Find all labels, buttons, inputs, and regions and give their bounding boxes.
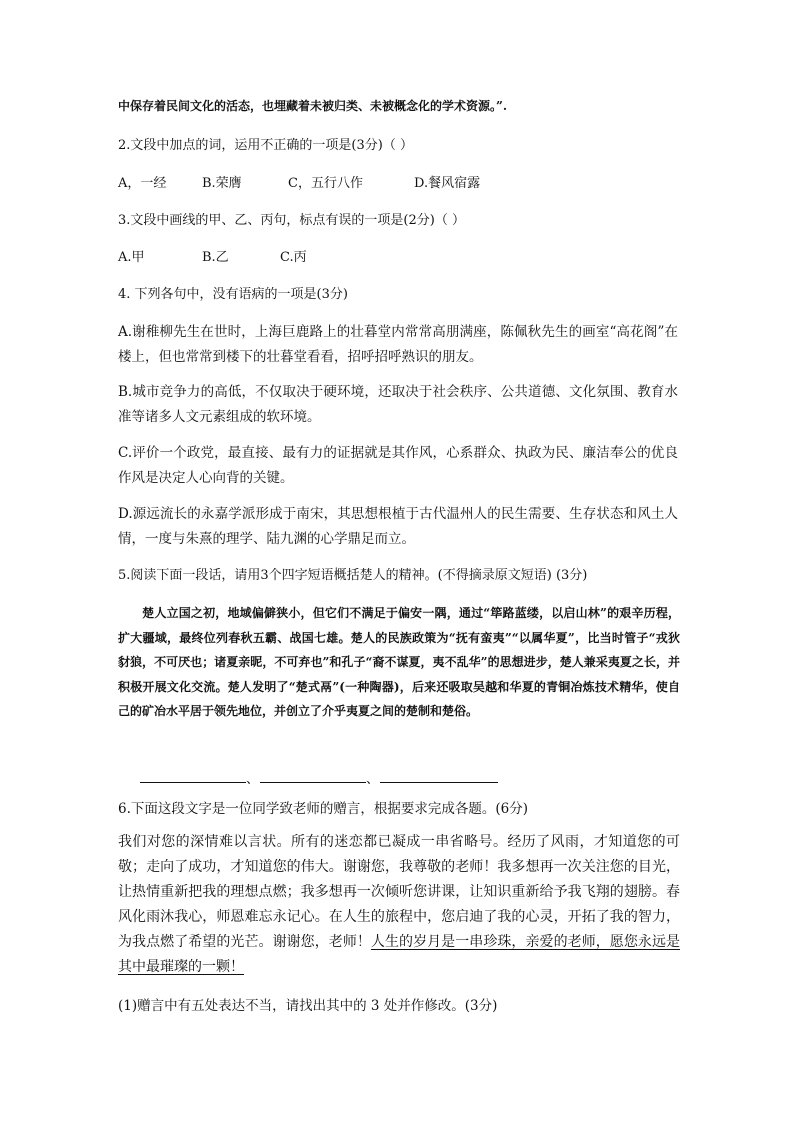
blank-separator-2: 、 (366, 772, 380, 787)
q3-option-c: C.丙 (280, 250, 307, 265)
q3-stem: 3.文段中画线的甲、乙、丙句，标点有误的一项是(2分)（ ） (118, 213, 465, 228)
q2-option-d: D.餐风宿露 (414, 176, 481, 191)
q4-option-d: D.源远流长的永嘉学派形成于南宋，其思想根植于古代温州人的民生需要、生存状态和风土人情，一度与朱熹的理学、陆九渊的心学鼎足而立。 (118, 506, 678, 547)
q4-option-a: A.谢稚柳先生在世时，上海巨鹿路上的壮暮堂内常常高朋满座，陈佩秋先生的画室“高花阁”在楼上，但也常常到楼下的壮暮堂看看，招呼招呼熟识的朋友。 (118, 324, 678, 365)
q5-passage-text: 楚人立国之初，地域偏僻狭小，但它们不满足于偏安一隅，通过“筚路蓝缕，以启山林”的艰辛历程，扩大疆域，最终位列春秋五霸、战国七雄。楚人的民族政策为“抚有蛮夷”“以属华夏”，比当时管子“戎狄豺狼，不可厌也；诸夏亲昵，不可弃也”和孔子“裔不谋夏，夷不乱华”的思想进步，楚人兼采夷夏之长，并积极开展文化交流。楚人发明了“楚式鬲”(一种陶器)，后来还吸取吴越和华夏的青铜冶炼技术精华，使自己的矿冶水平居于领先地位，并创立了介乎夷夏之间的楚制和楚俗。 (118, 606, 680, 718)
gift-main-text: 我们对您的深情难以言状。所有的迷恋都已凝成一串省略号。经历了风雨，才知道您的可敬；走向了成功，才知道您的伟大。谢谢您，我尊敬的老师！我多想再一次关注您的目光，让热情重新把我的理想点燃；我多想再一次倾听您讲课，让知识重新给予我飞翔的翅膀。春风化雨沐我心，师恩难忘永记心。在人生的旅程中，您启迪了我的心灵，开拓了我的智力，为我点燃了希望的光芒。谢谢您，老师！ (118, 834, 680, 950)
q6-sub1: (1)赠言中有五处表达不当，请找出其中的 3 处并作修改。(3分) (118, 998, 498, 1014)
q3-option-b: B.乙 (202, 250, 229, 265)
q5-passage (118, 601, 680, 724)
q2-option-c: C，五行八作 (288, 176, 363, 191)
blank-separator-1: 、 (246, 772, 260, 787)
answer-blank-1[interactable] (140, 782, 246, 783)
q3-options (118, 249, 307, 267)
q2-options (118, 175, 480, 193)
answer-blank-2[interactable] (260, 782, 366, 783)
q2-option-a: A，一经 (118, 176, 167, 191)
q4-option-b: B.城市竞争力的高低，不仅取决于硬环境，还取决于社会秩序、公共道德、文化氛围、教育水准等诸多人文元素组成的软环境。 (118, 384, 678, 425)
answer-blank-3[interactable] (380, 782, 498, 783)
q6-stem: 6.下面这段文字是一位同学致老师的赠言，根据要求完成各题。(6分) (118, 801, 529, 817)
q2-option-b: B.荣膺 (202, 176, 242, 191)
q5-stem: 5.阅读下面一段话，请用3个四字短语概括楚人的精神。(不得摘录原文短语) (3分) (118, 568, 588, 583)
answer-blanks (140, 768, 640, 788)
gift-underlined-sentence: 人生的岁月是一串珍珠，亲爱的老师，愿您永远是其中最璀璨的一颗！ (118, 934, 680, 975)
q4-stem: 4. 下列各句中，没有语病的一项是(3分) (118, 287, 348, 302)
q2-stem: 2.文段中加点的词，运用不正确的一项是(3分)（ ） (118, 138, 413, 153)
q3-option-a: A.甲 (118, 250, 145, 265)
q6-gift-paragraph (118, 830, 680, 980)
intro-line: 中保存着民间文化的活态，也埋藏着未被归类、未被概念化的学术资源。”. (118, 99, 508, 113)
q4-option-c: C.评价一个政党，最直接、最有力的证据就是其作风，心系群众、执政为民、廉洁奉公的优良作风是决定人心向背的关键。 (118, 445, 678, 486)
